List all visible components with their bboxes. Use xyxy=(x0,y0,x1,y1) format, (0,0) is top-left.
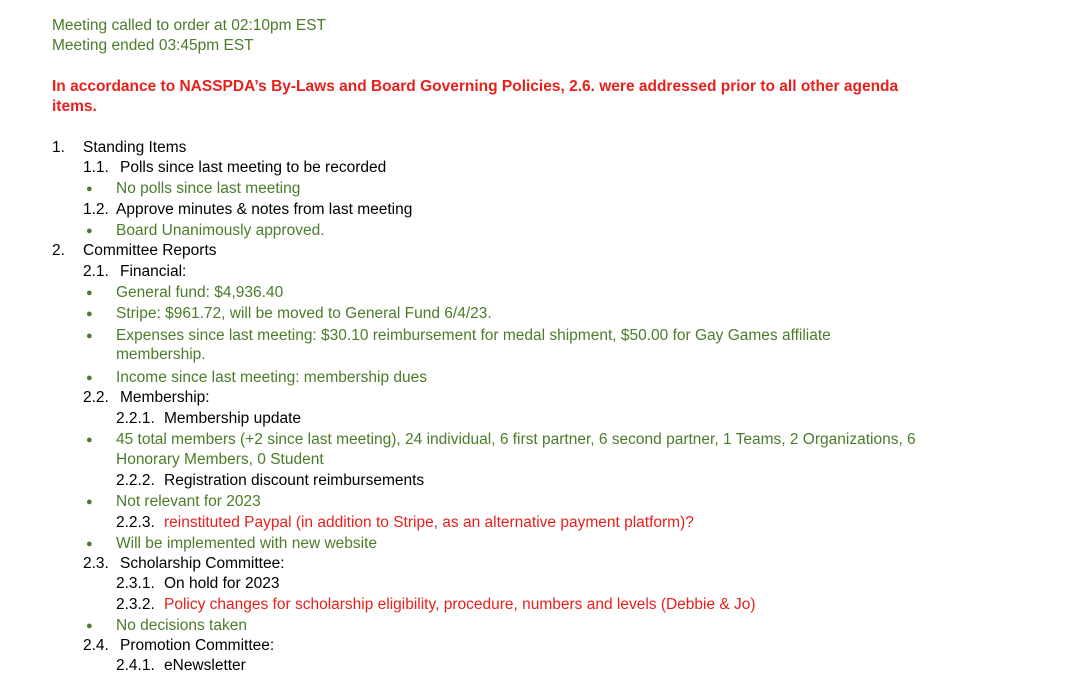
note-polls: No polls since last meeting xyxy=(116,180,301,197)
bullet-icon: ● xyxy=(86,372,93,384)
item-number: 2.3.1. xyxy=(116,575,155,592)
bullet-icon: ● xyxy=(86,620,93,632)
item-number: 2.4.1. xyxy=(116,657,155,674)
bylaws-notice-line-2: items. xyxy=(52,98,97,115)
item-number: 1.1. xyxy=(83,159,109,176)
agenda-item-scholarship: Scholarship Committee: xyxy=(120,555,285,572)
item-number: 2.2.1. xyxy=(116,410,155,427)
agenda-item-enewsletter: eNewsletter xyxy=(164,657,246,674)
bullet-icon: ● xyxy=(86,434,93,446)
note-general-fund: General fund: $4,936.40 xyxy=(116,284,284,301)
bylaws-notice-line-1: In accordance to NASSPDA’s By-Laws and Board Governing Policies, 2.6. were addressed prior to all other agenda xyxy=(52,78,899,95)
item-number: 2.3. xyxy=(83,555,109,572)
note-minutes-approved: Board Unanimously approved. xyxy=(116,222,325,239)
note-scholarship-policy: No decisions taken xyxy=(116,617,247,634)
note-income: Income since last meeting: membership dues xyxy=(116,369,428,386)
agenda-item-scholarship-on-hold: On hold for 2023 xyxy=(164,575,280,592)
agenda-item-membership: Membership: xyxy=(120,389,210,406)
bullet-icon: ● xyxy=(86,183,93,195)
item-number: 2.4. xyxy=(83,637,109,654)
note-expenses-line-2: membership. xyxy=(116,346,206,363)
meeting-end-time: Meeting ended 03:45pm EST xyxy=(52,37,254,54)
item-number: 1.2. xyxy=(83,201,109,218)
note-paypal: Will be implemented with new website xyxy=(116,535,378,552)
bullet-icon: ● xyxy=(86,538,93,550)
agenda-item-membership-update: Membership update xyxy=(164,410,301,427)
section-heading-standing-items: Standing Items xyxy=(83,139,187,156)
note-membership-counts-line-1: 45 total members (+2 since last meeting), 24 individual, 6 first partner, 6 second partner, 1 Teams, 2 Organizations, 6 xyxy=(116,431,916,448)
note-membership-counts-line-2: Honorary Members, 0 Student xyxy=(116,451,324,468)
item-number: 2.2.2. xyxy=(116,472,155,489)
agenda-item-registration-discount: Registration discount reimbursements xyxy=(164,472,425,489)
item-number: 1. xyxy=(52,139,65,156)
bullet-icon: ● xyxy=(86,287,93,299)
agenda-item-polls: Polls since last meeting to be recorded xyxy=(120,159,387,176)
note-registration-discount: Not relevant for 2023 xyxy=(116,493,261,510)
agenda-item-financial: Financial: xyxy=(120,263,187,280)
agenda-item-approve-minutes: Approve minutes & notes from last meeting xyxy=(116,201,413,218)
agenda-item-paypal: reinstituted Paypal (in addition to Stripe, as an alternative payment platform)? xyxy=(164,514,694,531)
note-expenses-line-1: Expenses since last meeting: $30.10 reimbursement for medal shipment, $50.00 for Gay Games affiliate xyxy=(116,327,831,344)
agenda-item-promotion: Promotion Committee: xyxy=(120,637,275,654)
note-stripe: Stripe: $961.72, will be moved to General Fund 6/4/23. xyxy=(116,305,492,322)
agenda-item-scholarship-policy: Policy changes for scholarship eligibility, procedure, numbers and levels (Debbie & Jo) xyxy=(164,596,756,613)
item-number: 2. xyxy=(52,242,65,259)
item-number: 2.2.3. xyxy=(116,514,155,531)
bullet-icon: ● xyxy=(86,225,93,237)
item-number: 2.3.2. xyxy=(116,596,155,613)
item-number: 2.1. xyxy=(83,263,109,280)
bullet-icon: ● xyxy=(86,308,93,320)
bullet-icon: ● xyxy=(86,496,93,508)
section-heading-committee-reports: Committee Reports xyxy=(83,242,217,259)
meeting-start-time: Meeting called to order at 02:10pm EST xyxy=(52,17,326,34)
bullet-icon: ● xyxy=(86,330,93,342)
item-number: 2.2. xyxy=(83,389,109,406)
